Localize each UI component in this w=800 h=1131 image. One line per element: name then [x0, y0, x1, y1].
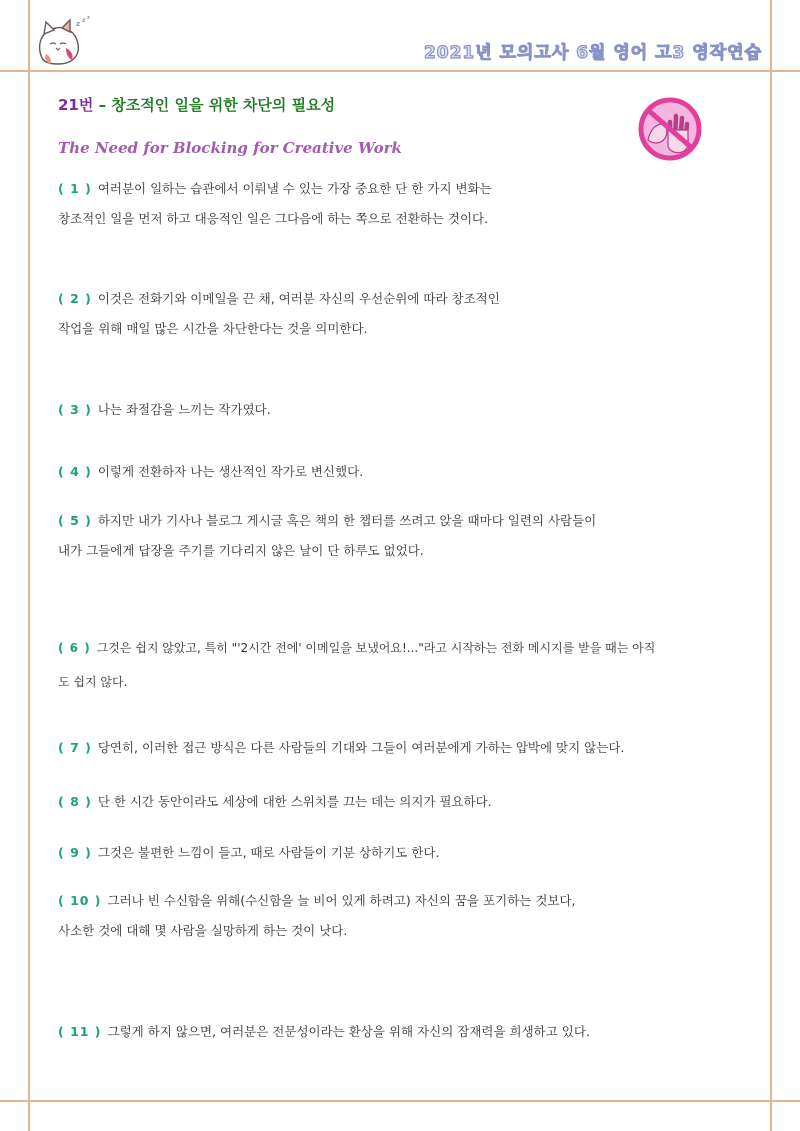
paragraph-10 [58, 886, 766, 946]
sentence-line: 사소한 것에 대해 몇 사람을 실망하게 하는 것이 낫다. [58, 923, 348, 938]
svg-text:z: z [76, 20, 81, 28]
paragraph-6 [58, 631, 766, 699]
sentence-line: 당연히, 이러한 접근 방식은 다른 사람들의 기대와 그들이 여러분에게 가하는 압박에 맞지 않는다. [97, 740, 625, 755]
section-heading [58, 94, 335, 115]
sentence-line: 이것은 전화기와 이메일을 끈 채, 여러분 자신의 우선순위에 따라 창조적인 [97, 291, 500, 306]
sentence-marker: ( 10 ) [58, 893, 102, 908]
margin-rule-right [770, 0, 772, 1131]
sentence-marker: ( 3 ) [58, 402, 92, 417]
paragraph-4 [58, 457, 766, 487]
margin-rule-top [0, 70, 800, 72]
sentence-line: 여러분이 일하는 습관에서 이뤄낼 수 있는 가장 중요한 단 한 가지 변화는 [97, 181, 492, 196]
sentence-line: 나는 좌절감을 느끼는 작가였다. [97, 402, 271, 417]
paragraph-7 [58, 733, 766, 763]
svg-text:z: z [87, 15, 90, 21]
sentence-marker: ( 1 ) [58, 181, 92, 196]
worksheet-header-title: 2021년 모의고사 6월 영어 고3 영작연습 [423, 43, 762, 63]
sentence-marker: ( 5 ) [58, 513, 92, 528]
sentence-marker: ( 2 ) [58, 291, 92, 306]
sentence-line: 그러나 빈 수신함을 위해(수신함을 늘 비어 있게 하려고) 자신의 꿈을 포기하는 것보다, [107, 893, 576, 908]
section-title-text: 창조적인 일을 위한 차단의 필요성 [111, 96, 336, 114]
stop-hand-icon [634, 96, 706, 162]
paragraph-3 [58, 395, 766, 425]
svg-text:z: z [82, 17, 86, 24]
sentence-line: 그것은 불편한 느낌이 들고, 때로 사람들이 기분 상하기도 한다. [97, 845, 440, 860]
sentence-line: 하지만 내가 기사나 블로그 게시글 혹은 책의 한 챕터를 쓰려고 앉을 때마다 일련의 사람들이 [97, 513, 597, 528]
sentence-marker: ( 7 ) [58, 740, 92, 755]
paragraph-8 [58, 787, 766, 817]
sentence-line: 도 쉽지 않다. [58, 675, 128, 689]
sentence-line: 내가 그들에게 답장을 주기를 기다리지 않은 날이 단 하루도 없었다. [58, 543, 424, 558]
paragraph-5 [58, 506, 766, 566]
paragraph-2 [58, 284, 766, 344]
sentence-line: 작업을 위해 매일 많은 시간을 차단한다는 것을 의미한다. [58, 321, 368, 336]
sentence-marker: ( 11 ) [58, 1024, 102, 1039]
sentence-marker: ( 6 ) [58, 641, 91, 655]
margin-rule-left [28, 0, 30, 1131]
paragraph-1 [58, 174, 766, 234]
paragraph-11 [58, 1017, 766, 1047]
margin-rule-bottom [0, 1100, 800, 1102]
sentence-line: 이렇게 전환하자 나는 생산적인 작가로 변신했다. [97, 464, 364, 479]
heading-separator: – [93, 96, 112, 114]
sentence-line: 창조적인 일을 먼저 하고 대응적인 일은 그다음에 하는 쪽으로 전환하는 것이다. [58, 211, 489, 226]
english-subtitle: The Need for Blocking for Creative Work [58, 139, 402, 157]
sentence-line: 그렇게 하지 않으면, 여러분은 전문성이라는 환상을 위해 자신의 잠재력을 희생하고 있다. [107, 1024, 590, 1039]
sentence-marker: ( 4 ) [58, 464, 92, 479]
sentence-marker: ( 8 ) [58, 794, 92, 809]
paragraph-9 [58, 838, 766, 868]
sentence-line: 그것은 쉽지 않았고, 특히 "'2시간 전에' 이메일을 보냈어요!..."라고 시작하는 전화 메시지를 받을 때는 아직 [96, 641, 656, 655]
sentence-marker: ( 9 ) [58, 845, 92, 860]
question-number: 21번 [58, 96, 94, 114]
sleeping-cat-icon [32, 14, 94, 70]
sentence-line: 단 한 시간 동안이라도 세상에 대한 스위치를 끄는 데는 의지가 필요하다. [97, 794, 492, 809]
